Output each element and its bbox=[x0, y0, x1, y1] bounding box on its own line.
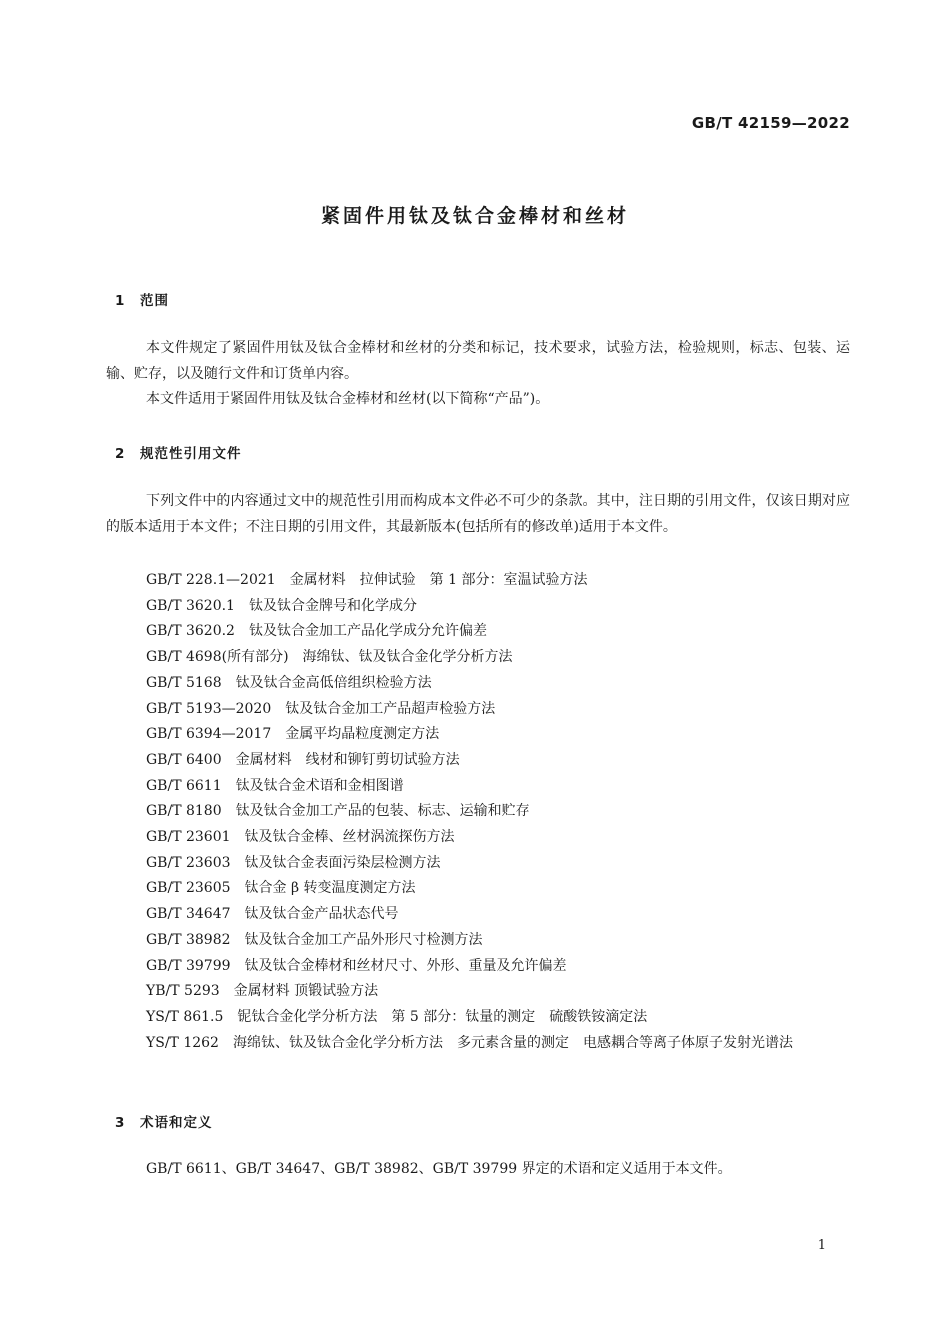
section-number: 1 bbox=[115, 293, 126, 309]
reference-title: 海绵钛、钛及钛合金化学分析方法 多元素含量的测定 电感耦合等离子体原子发射光谱法 bbox=[232, 1034, 793, 1051]
section-number: 2 bbox=[115, 446, 126, 462]
scope-paragraph-1: 本文件规定了紧固件用钛及钛合金棒材和丝材的分类和标记，技术要求，试验方法，检验规则，标志、包装、运输、贮存，以及随行文件和订货单内容。 bbox=[106, 340, 850, 382]
reference-code: GB/T 5168 bbox=[146, 674, 222, 691]
reference-title: 钛及钛合金棒、丝材涡流探伤方法 bbox=[244, 829, 455, 846]
reference-code: GB/T 38982 bbox=[146, 931, 231, 948]
reference-code: GB/T 34647 bbox=[146, 906, 231, 923]
reference-title: 金属平均晶粒度测定方法 bbox=[285, 726, 440, 743]
normative-references-intro: 下列文件中的内容通过文中的规范性引用而构成本文件必不可少的条款。其中，注日期的引用文件，仅该日期对应的版本适用于本文件；不注日期的引用文件，其最新版本(包括所有的修改单)适用于本文件。 bbox=[106, 493, 850, 535]
reference-title: 钛及钛合金高低倍组织检验方法 bbox=[235, 674, 432, 691]
reference-title: 金属材料 线材和铆钉剪切试验方法 bbox=[235, 751, 460, 768]
reference-code: GB/T 6394—2017 bbox=[146, 726, 272, 743]
reference-item bbox=[106, 697, 850, 723]
reference-code: GB/T 23605 bbox=[146, 880, 231, 897]
reference-item bbox=[106, 876, 850, 902]
section-1-heading bbox=[115, 289, 169, 309]
terms-paragraph: GB/T 6611、GB/T 34647、GB/T 38982、GB/T 39799 界定的术语和定义适用于本文件。 bbox=[146, 1161, 732, 1177]
reference-code: GB/T 6611 bbox=[146, 777, 222, 794]
section-3-heading bbox=[115, 1111, 213, 1131]
reference-item bbox=[106, 1031, 850, 1057]
reference-title: 钛及钛合金加工产品的包装、标志、运输和贮存 bbox=[235, 803, 530, 820]
reference-code: GB/T 3620.2 bbox=[146, 623, 235, 640]
reference-item bbox=[106, 979, 850, 1005]
reference-list bbox=[106, 568, 850, 1056]
reference-title: 铌钛合金化学分析方法 第 5 部分：钛量的测定 硫酸铁铵滴定法 bbox=[237, 1008, 648, 1025]
document-title: 紧固件用钛及钛合金棒材和丝材 bbox=[320, 205, 629, 227]
reference-code: YS/T 1262 bbox=[146, 1034, 219, 1051]
section-title: 范围 bbox=[140, 293, 169, 309]
reference-item bbox=[106, 594, 850, 620]
reference-code: GB/T 23601 bbox=[146, 829, 231, 846]
reference-item bbox=[106, 799, 850, 825]
reference-title: 金属材料 拉伸试验 第 1 部分：室温试验方法 bbox=[289, 572, 588, 588]
section-title: 规范性引用文件 bbox=[140, 446, 242, 462]
reference-item bbox=[106, 954, 850, 980]
section-2-heading bbox=[115, 442, 242, 462]
reference-code: YB/T 5293 bbox=[146, 983, 220, 1000]
reference-item bbox=[106, 619, 850, 645]
reference-title: 钛及钛合金术语和金相图谱 bbox=[235, 777, 404, 794]
reference-title: 钛及钛合金产品状态代号 bbox=[244, 906, 399, 923]
reference-title: 钛及钛合金加工产品超声检验方法 bbox=[285, 700, 496, 717]
reference-code: YS/T 861.5 bbox=[146, 1008, 224, 1025]
reference-item bbox=[106, 645, 850, 671]
reference-code: GB/T 8180 bbox=[146, 803, 222, 820]
reference-title: 钛及钛合金加工产品化学成分允许偏差 bbox=[248, 623, 487, 640]
section-title: 术语和定义 bbox=[140, 1115, 213, 1131]
reference-title: 钛合金 β 转变温度测定方法 bbox=[244, 880, 416, 897]
reference-item bbox=[106, 1005, 850, 1031]
reference-item bbox=[106, 671, 850, 697]
reference-title: 钛及钛合金表面污染层检测方法 bbox=[244, 854, 441, 871]
reference-code: GB/T 39799 bbox=[146, 957, 231, 974]
reference-item bbox=[106, 568, 850, 594]
reference-title: 金属材料 顶锻试验方法 bbox=[233, 983, 379, 1000]
reference-item bbox=[106, 825, 850, 851]
reference-item bbox=[106, 902, 850, 928]
reference-code: GB/T 5193—2020 bbox=[146, 700, 272, 717]
reference-title: 钛及钛合金棒材和丝材尺寸、外形、重量及允许偏差 bbox=[244, 957, 567, 974]
reference-code: GB/T 23603 bbox=[146, 854, 231, 871]
reference-item bbox=[106, 851, 850, 877]
page-number: 1 bbox=[817, 1238, 826, 1253]
reference-item bbox=[106, 928, 850, 954]
reference-item bbox=[106, 748, 850, 774]
reference-code: GB/T 4698(所有部分) bbox=[146, 649, 289, 666]
standard-number: GB/T 42159—2022 bbox=[691, 114, 850, 132]
reference-item bbox=[106, 774, 850, 800]
reference-title: 钛及钛合金加工产品外形尺寸检测方法 bbox=[244, 931, 483, 948]
reference-title: 海绵钛、钛及钛合金化学分析方法 bbox=[302, 649, 513, 666]
scope-paragraph-2: 本文件适用于紧固件用钛及钛合金棒材和丝材(以下简称“产品”)。 bbox=[146, 391, 550, 407]
reference-code: GB/T 3620.1 bbox=[146, 597, 235, 614]
reference-code: GB/T 228.1—2021 bbox=[146, 572, 276, 588]
reference-code: GB/T 6400 bbox=[146, 751, 222, 768]
reference-item bbox=[106, 722, 850, 748]
reference-title: 钛及钛合金牌号和化学成分 bbox=[248, 597, 417, 614]
section-number: 3 bbox=[115, 1115, 126, 1131]
